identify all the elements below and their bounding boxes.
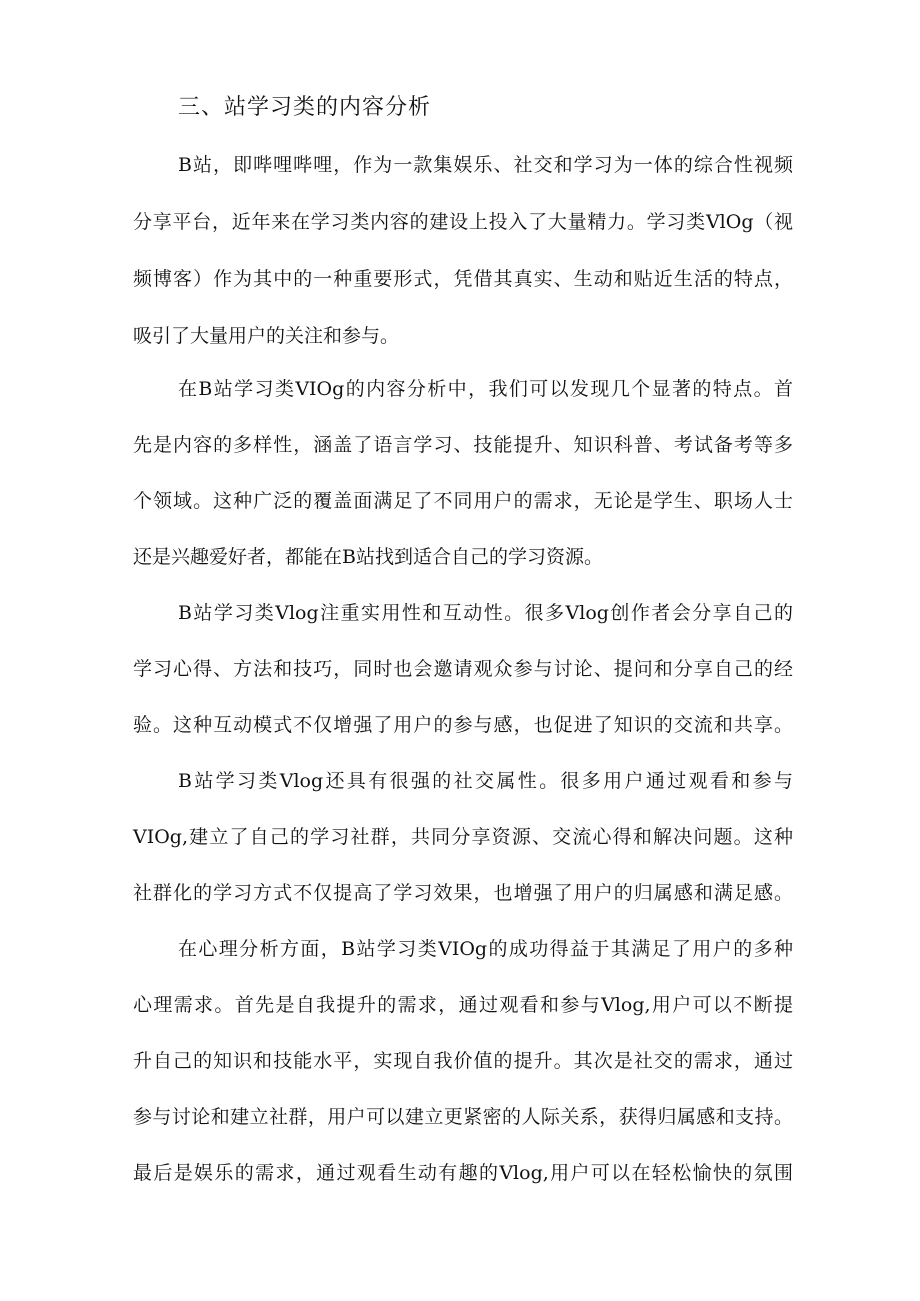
paragraph-line: B站学习类Vlog注重实用性和互动性。很多Vlog创作者会分享自己的: [178, 602, 793, 624]
paragraph-line: 升自己的知识和技能水平，实现自我价值的提升。其次是社交的需求，通过: [133, 1050, 793, 1072]
paragraph-line: B站学习类Vlog还具有很强的社交属性。很多用户通过观看和参与: [178, 770, 793, 792]
paragraph-line: 个领域。这种广泛的覆盖面满足了不同用户的需求，无论是学生、职场人士: [133, 490, 793, 512]
paragraph-line: 参与讨论和建立社群，用户可以建立更紧密的人际关系，获得归属感和支持。: [133, 1106, 793, 1128]
paragraph-line: B站，即哔哩哔哩，作为一款集娱乐、社交和学习为一体的综合性视频: [178, 154, 793, 176]
paragraph-line: 在B站学习类VIOg的内容分析中，我们可以发现几个显著的特点。首: [178, 378, 793, 400]
paragraph-line: 频博客）作为其中的一种重要形式，凭借其真实、生动和贴近生活的特点，: [133, 268, 793, 290]
section-heading: 三、站学习类的内容分析: [178, 95, 432, 120]
paragraph-line: 社群化的学习方式不仅提高了学习效果，也增强了用户的归属感和满足感。: [133, 882, 793, 904]
paragraph-line: 在心理分析方面，B站学习类VIOg的成功得益于其满足了用户的多种: [178, 938, 793, 960]
paragraph-line: 心理需求。首先是自我提升的需求，通过观看和参与Vlog,用户可以不断提: [133, 994, 793, 1016]
paragraph-line: 学习心得、方法和技巧，同时也会邀请观众参与讨论、提问和分享自己的经: [133, 658, 793, 680]
paragraph-line: VIOg,建立了自己的学习社群，共同分享资源、交流心得和解决问题。这种: [133, 826, 793, 848]
paragraph-line: 分享平台，近年来在学习类内容的建设上投入了大量精力。学习类VlOg（视: [133, 211, 793, 233]
paragraph-line: 验。这种互动模式不仅增强了用户的参与感，也促进了知识的交流和共享。: [133, 714, 793, 736]
paragraph-line: 最后是娱乐的需求，通过观看生动有趣的Vlog,用户可以在轻松愉快的氛围: [133, 1162, 793, 1184]
paragraph-line: 吸引了大量用户的关注和参与。: [133, 325, 400, 347]
paragraph-line: 先是内容的多样性，涵盖了语言学习、技能提升、知识科普、考试备考等多: [133, 434, 793, 456]
paragraph-line: 还是兴趣爱好者，都能在B站找到适合自己的学习资源。: [133, 546, 603, 568]
